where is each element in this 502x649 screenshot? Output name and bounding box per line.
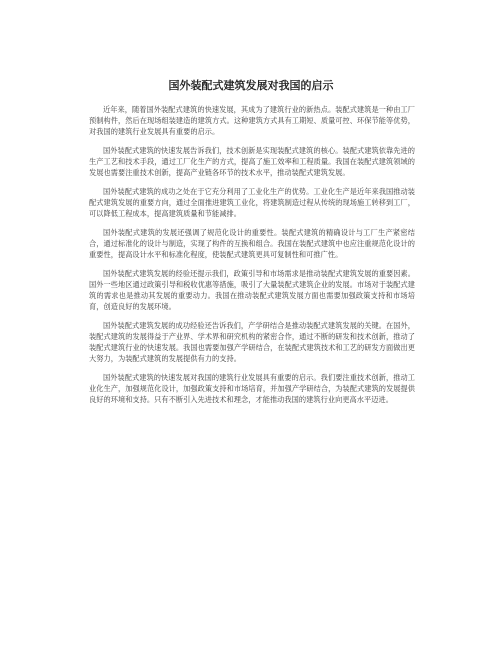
paragraph-4: 国外装配式建筑的发展还强调了规范化设计的重要性。装配式建筑的精确设计与工厂生产紧密结合，通过标准化的设计与制造，实现了构件的互换和组合。我国在装配式建筑中也应注重规范化设计的重要性，提高设计水平和标准化程度，使装配式建筑更具可复制性和可推广性。 bbox=[89, 228, 415, 259]
paragraph-1: 近年来，随着国外装配式建筑的快速发展，其成为了建筑行业的新热点。装配式建筑是一种由工厂预制构件，然后在现场组装建造的建筑方式。这种建筑方式具有工期短、质量可控、环保节能等优势，对我国的建筑行业发展具有重要的启示。 bbox=[89, 105, 415, 136]
document-body bbox=[89, 104, 415, 413]
paragraph-7: 国外装配式建筑的快速发展对我国的建筑行业发展具有重要的启示。我们要注重技术创新，推动工业化生产，加强规范化设计，加强政策支持和市场培育，并加强产学研结合，为装配式建筑的发展提供良好的环境和支持。只有不断引入先进技术和理念，才能推动我国的建筑行业向更高水平迈进。 bbox=[89, 373, 415, 404]
paragraph-6: 国外装配式建筑发展的成功经验还告诉我们，产学研结合是推动装配式建筑发展的关键。在国外，装配式建筑的发展得益于产业界、学术界和研究机构的紧密合作，通过不断的研发和技术创新，推动了装配式建筑行业的快速发展。我国也需要加强产学研结合，在装配式建筑技术和工艺的研发方面做出更大努力，为装配式建筑的发展提供有力的支持。 bbox=[89, 321, 415, 363]
paragraph-2: 国外装配式建筑的快速发展告诉我们，技术创新是实现装配式建筑的核心。装配式建筑依靠先进的生产工艺和技术手段，通过工厂化生产的方式，提高了施工效率和工程质量。我国在装配式建筑领域的发展也需要注重技术创新，提高产业链各环节的技术水平，推动装配式建筑发展。 bbox=[89, 146, 415, 177]
paragraph-5: 国外装配式建筑发展的经验还提示我们，政策引导和市场需求是推动装配式建筑发展的重要因素。国外一些地区通过政策引导和税收优惠等措施，吸引了大量装配式建筑企业的发展。市场对于装配式建筑的需求也是推动其发展的重要动力。我国在推动装配式建筑发展方面也需要加强政策支持和市场培育，创造良好的发展环境。 bbox=[89, 269, 415, 311]
document-title: 国外装配式建筑发展对我国的启示 bbox=[168, 79, 334, 92]
paragraph-3: 国外装配式建筑的成功之处在于它充分利用了工业化生产的优势。工业化生产是近年来我国推动装配式建筑发展的重要方向，通过全面推进建筑工业化，将建筑制造过程从传统的现场施工转移到工厂，可以降低工程成本，提高建筑质量和节能减排。 bbox=[89, 187, 415, 218]
